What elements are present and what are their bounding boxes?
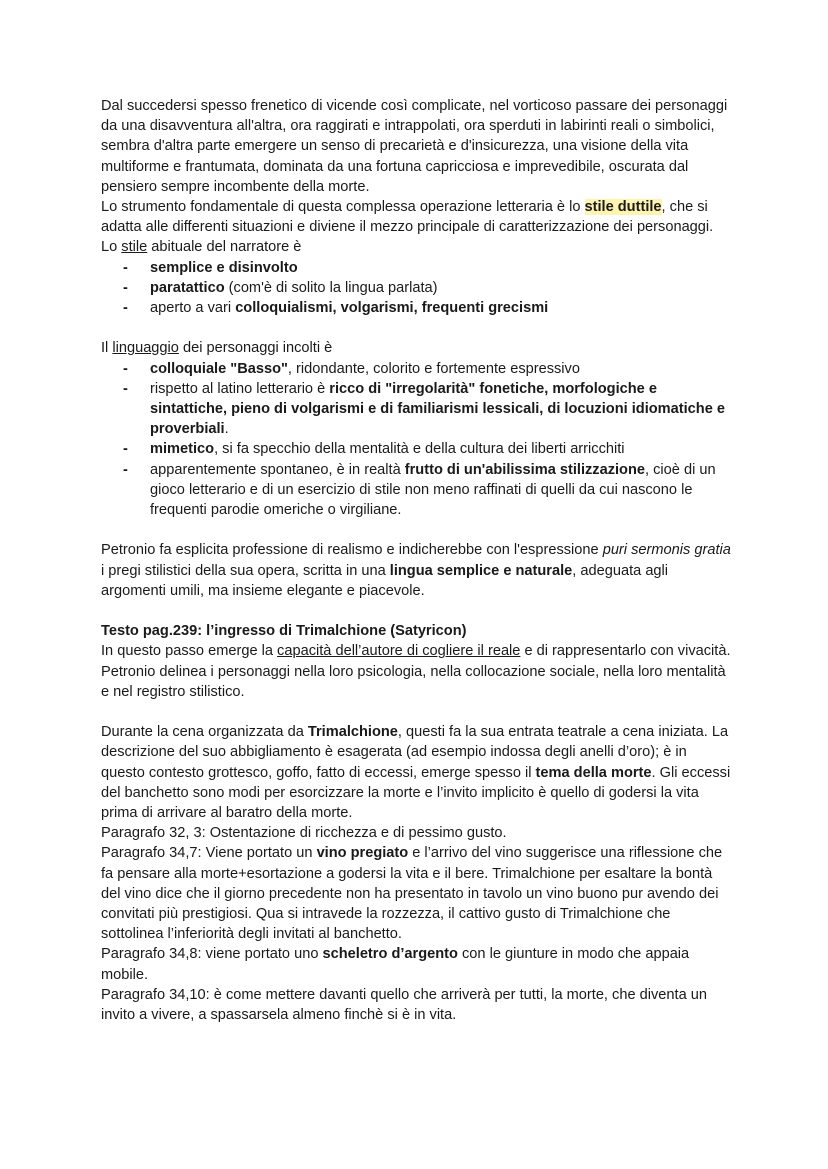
text-run: e l’arrivo del vino suggerisce una riflessione che fa pensare alla morte+esortazione a godersi la vita e il bere. Trimalchione per esaltare la bontà del vino dice che il giorno precedente non ha presentato in tavolo un vino buono pur avendo dei convitati più prestigiosi. Qua si intravede la rozzezza, il cattivo gusto di Trimalchione che sottolinea l’inferiorità degli invitati al banchetto. (101, 845, 723, 943)
list-item (101, 258, 733, 278)
paragrafo-34-8 (101, 944, 733, 984)
list-item (101, 460, 733, 521)
bold-text: scheletro d’argento (322, 946, 458, 963)
bold-text: mimetico (150, 441, 215, 458)
text-run: Il (101, 340, 113, 357)
underlined-term: stile (121, 239, 148, 256)
spacer (101, 702, 733, 722)
spacer (101, 601, 733, 621)
bold-text: colloquiale "Basso" (150, 360, 288, 377)
bold-text: paratattico (150, 279, 225, 296)
list-item (101, 379, 733, 440)
spacer (101, 318, 733, 338)
text-run: aperto a vari (150, 300, 236, 317)
linguaggio-list (101, 359, 733, 521)
text-run: (com'è di solito la lingua parlata) (224, 279, 438, 296)
bold-text: Trimalchione (307, 724, 398, 741)
intro-paragraph: Dal succedersi spesso frenetico di vicende così complicate, nel vorticoso passare dei personaggi da una disavventura all'altra, ora raggirati e intrappolati, ora sperduti in labirinti reali o simbolici, sembra d'altra parte emergere un senso di precarietà e d'insicurezza, una visione della vita multiforme e frantumata, dominata da una fortuna capricciosa e imprevedibile, oscurata dal pensiero sempre incombente della morte. (101, 98, 728, 195)
list-item (101, 439, 733, 459)
bold-text: ricco di "irregolarità" fonetiche, morfologiche e sintattiche, pieno di volgarismi e di familiarismi lessicali, di locuzioni idiomatiche e proverbiali (150, 380, 725, 438)
text-run: e di rappresentarlo con vivacità. Petronio delinea i personaggi nella loro psicologia, nella collocazione sociale, nella loro mentalità e nel registro stilistico. (101, 643, 731, 700)
underlined-term: linguaggio (112, 340, 179, 357)
linguaggio-lead (101, 338, 733, 358)
text-run: Durante la cena organizzata da (101, 724, 308, 741)
bold-text: tema della morte (535, 764, 652, 781)
text-run: Paragrafo 34,7: Viene portato un (101, 845, 317, 862)
text-run: Lo strumento fondamentale di questa complessa operazione letteraria è lo (101, 199, 585, 216)
text-run: , questi fa la sua entrata teatrale a cena iniziata. La descrizione del suo abbigliamento è esagerata (ad esempio indossa degli anelli d’oro); è in questo contesto grottesco, goffo, fatto di eccessi, emerge spesso il (101, 724, 729, 781)
document-body (101, 96, 733, 1025)
text-run: . (224, 421, 229, 438)
section-heading (101, 621, 733, 641)
paragrafo-32-3: Paragrafo 32, 3: Ostentazione di ricchezza e di pessimo gusto. (101, 825, 507, 842)
highlighted-term: stile duttile (584, 199, 662, 216)
text-run: . Gli eccessi del banchetto sono modi per esorcizzare la morte e l’invito implicito è quello di godersi la vita prima di arrivare al baratro della morte. (101, 764, 731, 822)
italic-text: puri sermonis gratia (602, 542, 731, 559)
stile-list (101, 258, 733, 319)
text-run: abituale del narratore è (147, 239, 302, 256)
text-run: con le giunture in modo che appaia mobile. (101, 946, 690, 983)
paragrafo-34-7 (101, 843, 733, 944)
text-run: rispetto al latino letterario è (150, 380, 330, 397)
petronio-paragraph (101, 540, 733, 601)
stile-duttile-paragraph (101, 197, 733, 237)
text-run: dei personaggi incolti è (178, 340, 333, 357)
text-run: , cioè di un gioco letterario e di un esercizio di stile non meno raffinati di quelli da cui nascono le frequenti parodie omeriche o virgiliane. (150, 461, 716, 519)
bold-text: colloquialismi, volgarismi, frequenti grecismi (235, 300, 549, 317)
bold-text: semplice e disinvolto (150, 259, 298, 276)
cena-paragraph (101, 722, 733, 823)
text-run: , adeguata agli argomenti umili, ma insieme elegante e piacevole. (101, 562, 669, 599)
bold-text: frutto di un'abilissima stilizzazione (404, 461, 646, 478)
text-run: In questo passo emerge la (101, 643, 278, 660)
bold-text: vino pregiato (316, 845, 409, 862)
text-run: i pregi stilistici della sua opera, scritta in una (101, 562, 390, 579)
spacer (101, 520, 733, 540)
text-run: , ridondante, colorito e fortemente espressivo (287, 360, 580, 377)
list-item (101, 278, 733, 298)
text-run: Paragrafo 34,8: viene portato uno (101, 946, 323, 963)
text-run: Lo (101, 239, 122, 256)
paragrafo-34-10: Paragrafo 34,10: è come mettere davanti quello che arriverà per tutti, la morte, che diventa un invito a vivere, a spassarsela almeno finchè si è in vita. (101, 986, 707, 1024)
text-run: , che si adatta alle differenti situazioni e diviene il mezzo principale di caratterizzazione dei personaggi. (101, 199, 714, 236)
heading-text: Testo pag.239: l’ingresso di Trimalchione (Satyricon) (101, 623, 467, 640)
text-run: apparentemente spontaneo, è in realtà (150, 461, 405, 478)
underlined-term: capacità dell’autore di cogliere il reale (277, 643, 521, 660)
list-item (101, 359, 733, 379)
bold-text: lingua semplice e naturale (389, 562, 573, 579)
stile-lead (101, 237, 733, 257)
text-run: Petronio fa esplicita professione di realismo e indicherebbe con l'espressione (101, 542, 603, 559)
text-run: , si fa specchio della mentalità e della cultura dei liberti arricchiti (214, 441, 625, 458)
testo-paragraph (101, 641, 733, 702)
list-item (101, 298, 733, 318)
